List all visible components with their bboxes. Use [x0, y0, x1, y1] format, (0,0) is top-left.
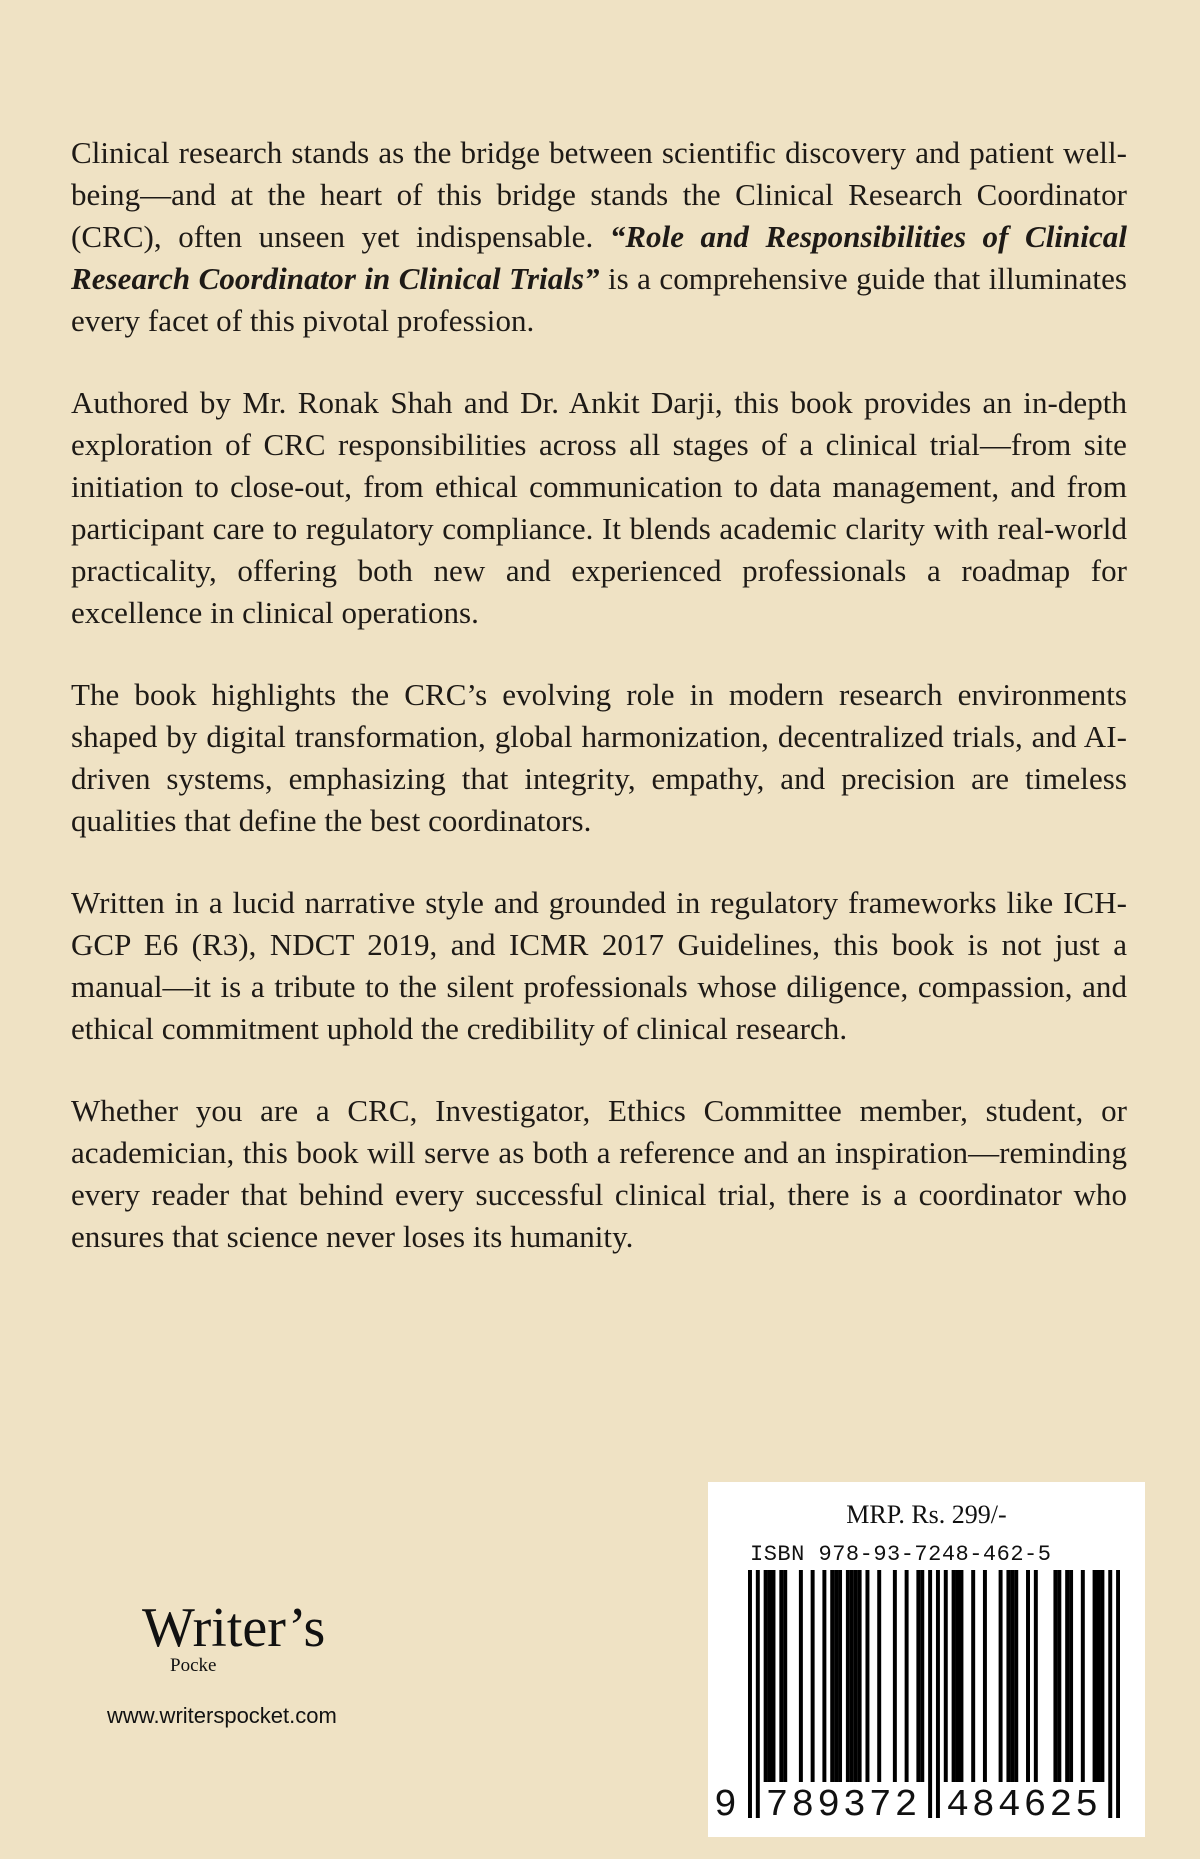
blurb-paragraph-5: Whether you are a CRC, Investigator, Ethics Committee member, student, or academician, this book will serve as both a reference and an inspiration—reminding every reader that behind every successful clinical trial, there is a coordinator who ensures that science never loses its humanity. — [71, 1093, 1127, 1254]
barcode-bar — [1034, 1570, 1038, 1782]
barcode-bar — [983, 1570, 987, 1782]
barcode-bar — [1116, 1570, 1120, 1818]
book-title-quote: “Role and Responsibilities of Clinical Research Coordinator in Clinical Trials” — [71, 219, 1127, 296]
barcode-bar — [1026, 1570, 1030, 1782]
barcode-bar — [783, 1570, 787, 1782]
barcode-bar — [1010, 1570, 1014, 1782]
barcode-bar — [799, 1570, 803, 1782]
blurb-paragraph-1-end: is a comprehensive guide that illuminates every facet of this pivotal profession. — [71, 261, 1127, 338]
blurb-paragraph-2: Authored by Mr. Ronak Shah and Dr. Ankit Darji, this book provides an in-depth exploration of CRC responsibilities across all stages of a clinical trial—from site initiation to close-out, from ethical communication to data management, and from participant care to regulatory compliance. It blends academic clarity with real-world practicality, offering both new and experienced professionals a roadmap for excellence in clinical operations. — [71, 385, 1127, 630]
publisher-website: www.writerspocket.com — [107, 1703, 337, 1728]
barcode-bar — [1057, 1570, 1061, 1782]
barcode-bar — [1065, 1570, 1069, 1782]
barcode-bar — [1108, 1570, 1112, 1818]
blurb-paragraph-1-intro: Clinical research stands as the bridge between scientific discovery and patient well-being—and at the heart of this bridge stands the Clinical Research Coordinator (CRC), often unseen yet indispensable. — [71, 135, 1127, 254]
barcode-bar — [1053, 1570, 1057, 1782]
barcode-bar — [771, 1570, 775, 1782]
publisher-logo-wordmark: Writer’s — [142, 1597, 326, 1659]
blurb-paragraph-4: Written in a lucid narrative style and grounded in regulatory frameworks like ICH-GCP E6 (R3), NDCT 2019, and ICMR 2017 Guidelines, this book is not just a manual—it is a tribute to the silent professionals whose diligence, compassion, and ethical commitment uphold the credibility of clinical research. — [71, 885, 1127, 1046]
publisher-logo — [142, 1597, 362, 1690]
barcode-bar — [971, 1570, 975, 1782]
price-label: MRP. Rs. 299/- — [846, 1500, 1007, 1529]
barcode-bar — [838, 1570, 842, 1782]
barcode-bar — [956, 1570, 960, 1782]
publisher-logo-subtext: Pocke — [170, 1655, 217, 1676]
barcode-bar — [822, 1570, 826, 1782]
isbn-label: ISBN 978-93-7248-462-5 — [750, 1542, 1052, 1567]
barcode-bar — [1014, 1570, 1018, 1782]
barcode-bar — [830, 1570, 834, 1782]
barcode-bar — [764, 1570, 768, 1782]
barcode-bar — [768, 1570, 772, 1782]
barcode-bar — [920, 1570, 924, 1782]
barcode-bar — [1006, 1570, 1010, 1782]
barcode-bar — [834, 1570, 838, 1782]
barcode-bar — [1097, 1570, 1101, 1782]
blurb-paragraph-1 — [71, 132, 1127, 342]
barcode-bar — [779, 1570, 783, 1782]
barcode-bar — [916, 1570, 920, 1782]
barcode-bar — [850, 1570, 854, 1782]
barcode-box — [708, 1482, 1145, 1837]
barcode-bar — [905, 1570, 909, 1782]
barcode-bar — [858, 1570, 862, 1782]
back-cover-blurb — [71, 132, 1127, 1298]
barcode-bar — [952, 1570, 956, 1782]
barcode-bar — [854, 1570, 858, 1782]
barcode-bar — [877, 1570, 881, 1782]
barcode-bar — [756, 1570, 760, 1818]
barcode-bar — [893, 1570, 897, 1782]
barcode-bars — [748, 1570, 1120, 1818]
barcode-bar — [959, 1570, 963, 1782]
barcode-bar — [999, 1570, 1003, 1782]
barcode-bar — [811, 1570, 815, 1782]
barcode-bar — [936, 1570, 940, 1818]
barcode-bar — [1081, 1570, 1085, 1782]
barcode-bar — [944, 1570, 948, 1782]
barcode-bar — [865, 1570, 869, 1782]
barcode-bar — [1069, 1570, 1073, 1782]
barcode-bar — [846, 1570, 850, 1782]
barcode-bar — [1100, 1570, 1104, 1782]
barcode-bar — [1093, 1570, 1097, 1782]
barcode-bar — [748, 1570, 752, 1818]
barcode-bar — [928, 1570, 932, 1818]
barcode-digits: 9 789372 484625 — [714, 1784, 1102, 1827]
blurb-paragraph-3: The book highlights the CRC’s evolving role in modern research environments shaped by digital transformation, global harmonization, decentralized trials, and AI-driven systems, emphasizing that integrity, empathy, and precision are timeless qualities that define the best coordinators. — [71, 677, 1127, 838]
